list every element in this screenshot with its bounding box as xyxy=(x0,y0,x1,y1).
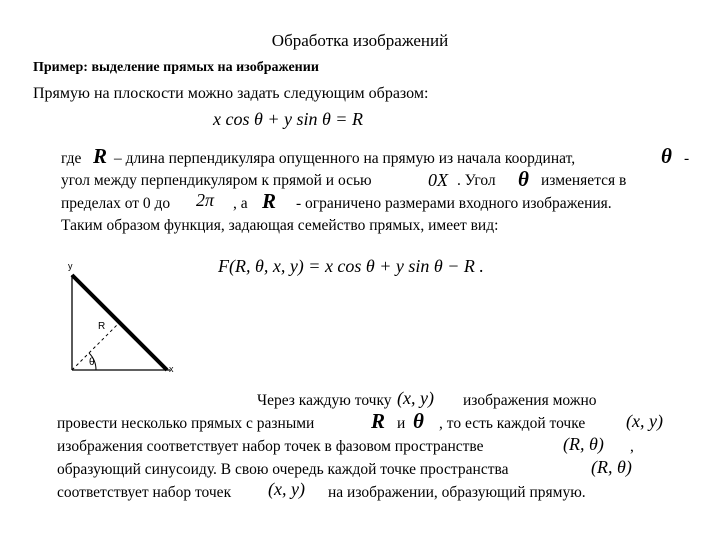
r-label: R xyxy=(98,321,106,332)
symbol-2pi: 2π xyxy=(196,190,215,210)
intro-text: Прямую на плоскости можно задать следующим образом: xyxy=(33,85,429,102)
point-xy: (x, y) xyxy=(626,411,663,431)
para1-line2-end: изменяется в xyxy=(541,172,627,189)
para1-line2-angle: . Угол xyxy=(457,172,496,189)
symbol-r: R xyxy=(93,144,108,168)
perpendicular-line xyxy=(72,320,122,370)
symbol-theta: θ xyxy=(413,409,424,433)
para1-line3-end: - ограничено размерами входного изображения. xyxy=(296,195,612,212)
para1-line3-start: пределах от 0 до xyxy=(61,195,171,212)
para1-line4: Таким образом функция, задающая семейство прямых, имеет вид: xyxy=(61,217,499,234)
y-axis-label: y xyxy=(68,261,73,271)
symbol-r: R xyxy=(262,189,277,213)
para2-line1-end: изображения можно xyxy=(463,392,597,409)
axis-ox: 0X xyxy=(428,170,448,190)
para2-line2-mid: , то есть каждой точке xyxy=(439,415,586,432)
page-title: Обработка изображений xyxy=(271,31,449,50)
para2-line1-start: Через каждую точку xyxy=(257,392,392,409)
para2-line5-end: на изображении, образующий прямую. xyxy=(328,484,586,501)
theta-label: θ xyxy=(89,357,95,368)
para2-and: и xyxy=(397,415,406,432)
para2-line3-start: изображения соответствует набор точек в фазовом пространстве xyxy=(57,438,484,455)
symbol-theta: θ xyxy=(518,167,529,191)
para1-line1-text: – длина перпендикуляра опущенного на прямую из начала координат, xyxy=(114,150,576,167)
symbol-theta: θ xyxy=(661,144,672,168)
para1-dash: - xyxy=(684,150,690,167)
function-equation: F(R, θ, x, y) = x cos θ + y sin θ − R . xyxy=(218,256,484,276)
point-xy: (x, y) xyxy=(397,388,434,408)
x-axis-label: x xyxy=(169,364,174,374)
example-subtitle: Пример: выделение прямых на изображении xyxy=(33,60,319,75)
para1-line1-start: где xyxy=(61,150,82,167)
phase-point: (R, θ) xyxy=(563,434,604,454)
para1-line3-and: , а xyxy=(233,195,248,212)
para2-line2-start: провести несколько прямых с разными xyxy=(57,415,315,432)
symbol-r: R xyxy=(371,409,386,433)
para2-line3-comma: , xyxy=(630,438,634,455)
line-equation: x cos θ + y sin θ = R xyxy=(213,109,363,129)
line-diagram xyxy=(60,260,185,375)
para2-line5-start: соответствует набор точек xyxy=(57,484,232,501)
point-xy: (x, y) xyxy=(268,479,305,499)
para2-line4: образующий синусоиду. В свою очередь каждой точке пространства xyxy=(57,461,509,478)
phase-point: (R, θ) xyxy=(591,457,632,477)
para1-line2-start: угол между перпендикуляром к прямой и осью xyxy=(61,172,372,189)
